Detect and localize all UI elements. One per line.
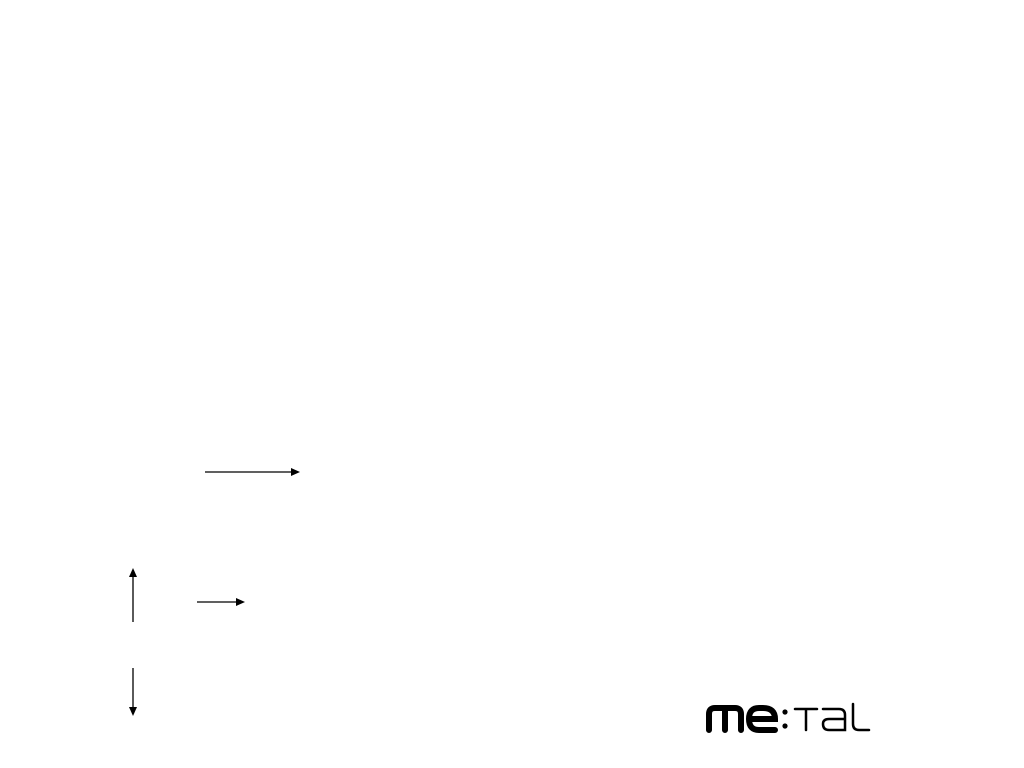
metal-logo [705, 700, 920, 734]
arrow-vertical-down [129, 668, 137, 716]
arrow-vertical-up [129, 568, 137, 622]
arrow-small-numbers [197, 598, 245, 606]
explanation-bullets [650, 76, 990, 88]
arrow-big-numbers [205, 468, 300, 476]
